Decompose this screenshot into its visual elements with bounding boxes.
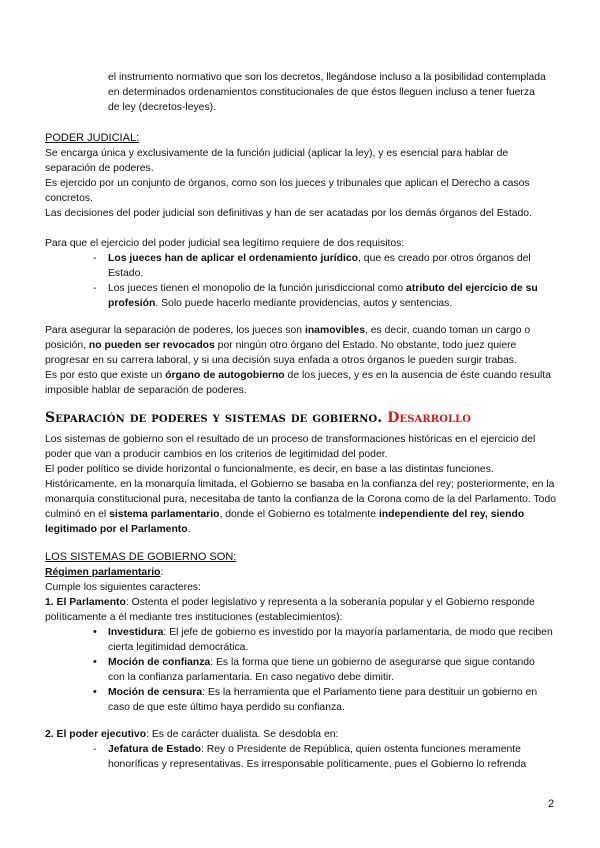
investidura-label: Investidura <box>108 627 164 638</box>
separacion-paragraph-1: Los sistemas de gobierno son el resultado de un proceso de transformaciones históricas en el ejercicio del poder que van a producir cambios en los criterios de legitimidad del poder. <box>45 434 536 460</box>
bullet-dot-icon: • <box>93 626 97 638</box>
bullet-dot-icon: • <box>93 656 97 668</box>
judicial-paragraph-1: Se encarga única y exclusivamente de la función judicial (aplicar la ley), y es esencial para hablar de separación de poderes. <box>45 148 509 174</box>
bullet-dot-icon: • <box>93 686 97 698</box>
requisito-item-1 <box>93 251 553 281</box>
p5-text-b: , es decir, cuando toman un cargo o posición, <box>45 325 531 351</box>
regimen-subheading <box>45 565 557 580</box>
mocion-confianza-text: : Es la forma que tiene un gobierno de asegurarse que sigue contando con la confianza parlamentaria. En caso negativo debe dimitir. <box>108 657 535 683</box>
jefatura-estado-item <box>93 742 553 772</box>
requisito-2-bold: atributo del ejercicio de su profesión <box>108 283 538 309</box>
p5-bold-inamovibles: inamovibles <box>304 325 365 336</box>
judicial-paragraph-2: Es ejercido por un conjunto de órganos, como son los jueces y tribunales que aplican el Derecho a casos concretos. <box>45 178 530 204</box>
poder-ejecutivo-text: : Es de carácter dualista. Se desdobla en: <box>146 729 339 740</box>
p5-text-a: Para asegurar la separación de poderes, los jueces son <box>45 325 305 336</box>
requisito-2-text-a: Los jueces tienen el monopolio de la función jurisdiccional como <box>108 283 407 294</box>
top-paragraph: el instrumento normativo que son los decretos, llegándose incluso a la posibilidad contemplada en determinados ordenamientos constitucionales de que éstos lleguen incluso a tener fuerza de ley (decretos-leyes). <box>108 72 546 113</box>
mocion-confianza-label: Moción de confianza <box>108 657 211 668</box>
regimen-colon: : <box>160 567 164 578</box>
page-number: 2 <box>548 798 555 810</box>
parlamento-text: : Ostenta el poder legislativo y representa a la soberanía popular y el Gobierno responde políticamente a él mediante tres instituciones (establecimientos): <box>45 597 535 623</box>
mocion-censura-label: Moción de censura <box>108 687 203 698</box>
dash-bullet-icon: - <box>93 744 97 755</box>
requisito-item-2 <box>93 281 553 311</box>
sep-p2-text-b: , donde el Gobierno es totalmente <box>219 509 379 520</box>
sep-p2-text-c: . <box>187 524 191 535</box>
section-title-red: Desarrollo <box>387 410 472 426</box>
investidura-text: : El jefe de gobierno es investido por la mayoría parlamentaria, de modo que reciben cierta legitimidad democrática. <box>108 627 553 653</box>
mocion-censura-text: : Es la herramienta que el Parlamento tiene para destituir un gobierno en caso de que este último haya perdido su confianza. <box>108 687 538 713</box>
p5-text-c: por ningún otro órgano del Estado. No obstante, todo juez quiere progresar en su carrera laboral, y si una decisión suya enfada a otros órganos le pueden surgir trabas. <box>45 340 517 366</box>
requisito-1-bold: Los jueces han de aplicar el ordenamiento jurídico <box>108 253 359 264</box>
parlamento-item <box>45 595 557 625</box>
sistemas-intro: Cumple los siguientes caracteres: <box>45 582 201 593</box>
p6-text-a: Es por esto que existe un <box>45 370 166 381</box>
jefatura-text: : Rey o Presidente de República, quien ostenta funciones meramente honoríficas y representativas. Es irresponsable políticamente, pues el Gobierno lo refrenda <box>108 744 527 770</box>
section-title-main: Separación de poderes y sistemas de gobierno. <box>45 410 383 426</box>
jefatura-label: Jefatura de Estado <box>108 744 201 755</box>
bullet-investidura <box>93 625 553 655</box>
requisito-1-text: , que es creado por otros órganos del Estado. <box>108 253 531 279</box>
p6-text-b: de los jueces, y es en la ausencia de éste cuando resulta imposible hablar de separación de poderes. <box>45 370 551 396</box>
regimen-parlamentario-label: Régimen parlamentario <box>45 567 161 578</box>
poder-judicial-heading: PODER JUDICIAL: <box>45 132 140 144</box>
sistemas-heading: LOS SISTEMAS DE GOBIERNO SON: <box>45 551 237 563</box>
dash-bullet-icon: - <box>93 253 97 264</box>
dash-bullet-icon: - <box>93 283 97 294</box>
sep-p2-text-a: El poder político se divide horizontal o funcionalmente, es decir, en base a las distintas funciones. Históricamente, en la monarquía limitada, el Gobierno se basaba en la confianza del rey; posteriormente, en la monarquía constitucional pura, necesitaba de tanto la confianza de la Corona como de la del Parlamento. Todo culminó en el <box>45 464 557 520</box>
p5-bold-no-revocados: no pueden ser revocados <box>88 340 215 351</box>
judicial-paragraph-3: Las decisiones del poder judicial son definitivas y han de ser acatadas por los demás órganos del Estado. <box>45 208 532 219</box>
sep-p2-bold-sistema: sistema parlamentario <box>109 509 220 520</box>
separacion-paragraph-2 <box>45 462 557 537</box>
parlamento-label: 1. El Parlamento <box>45 597 126 608</box>
requisito-2-text-b: . Solo puede hacerlo mediante providencias, autos y sentencias. <box>155 298 453 309</box>
judicial-paragraph-5 <box>45 323 557 368</box>
p6-bold-autogobierno: órgano de autogobierno <box>165 370 285 381</box>
bullet-mocion-censura <box>93 685 553 715</box>
poder-ejecutivo-item <box>45 727 557 742</box>
judicial-paragraph-6 <box>45 368 557 398</box>
bullet-mocion-confianza <box>93 655 553 685</box>
section-title <box>45 410 471 426</box>
sep-p2-bold-independiente: independiente del rey, siendo legitimado por el Parlamento <box>45 509 525 535</box>
judicial-paragraph-4: Para que el ejercicio del poder judicial sea legítimo requiere de dos requisitos: <box>45 238 405 249</box>
poder-ejecutivo-label: 2. El poder ejecutivo <box>45 729 147 740</box>
